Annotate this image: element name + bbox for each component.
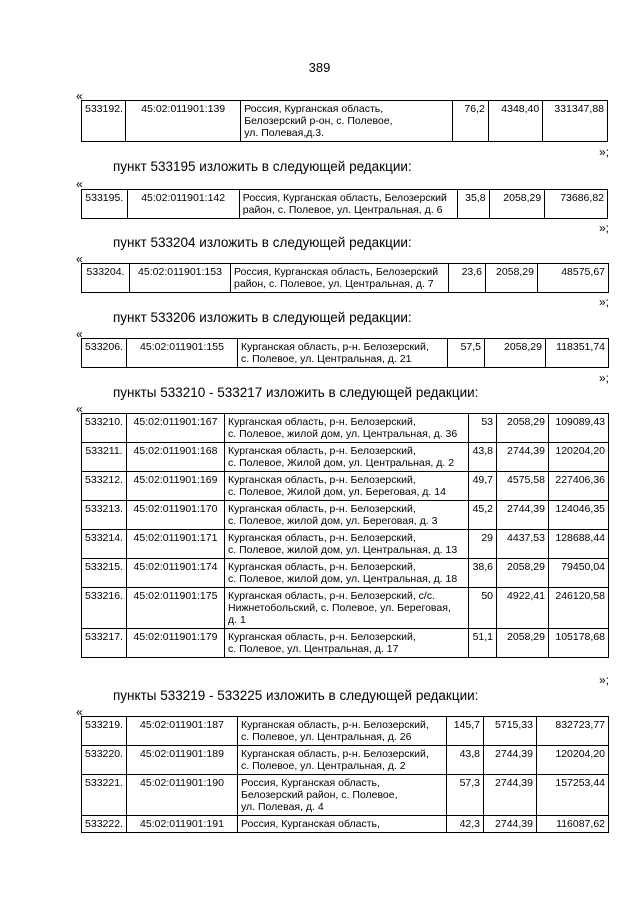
table-row [82,816,609,833]
cell-value: 116087,62 [537,816,609,833]
cell-cadastral: 45:02:011901:169 [127,472,225,501]
section-heading: пункт 533204 изложить в следующей редакции: [113,235,412,250]
cell-area: 23,6 [449,264,486,293]
cell-area: 76,2 [452,101,488,142]
cell-area: 29 [469,530,497,559]
open-quote: « [76,705,83,719]
cell-number: 533214. [82,530,127,559]
close-quote: »; [598,371,609,385]
cell-address: Курганская область, р-н. Белозерский, с. Полевое, ул. Центральная, д. 26 [238,717,447,746]
cell-price: 5715,33 [484,717,537,746]
cell-cadastral: 45:02:011901:168 [127,443,225,472]
cell-cadastral: 45:02:011901:155 [127,339,238,368]
open-quote: « [76,89,83,103]
close-quote: »; [598,221,609,235]
cell-area: 145,7 [447,717,484,746]
cell-cadastral: 45:02:011901:179 [127,629,225,658]
cell-cadastral: 45:02:011901:167 [127,414,225,443]
cell-value: 48575,67 [538,264,609,293]
cell-number: 533206. [82,339,127,368]
section-heading: пункты 533219 - 533225 изложить в следующей редакции: [113,688,479,703]
cell-price: 4575,58 [497,472,549,501]
cell-area: 35,8 [458,190,489,219]
table-section-5 [81,716,609,833]
cell-area: 43,8 [469,443,497,472]
table-row [82,443,609,472]
cell-cadastral: 45:02:011901:191 [127,816,238,833]
cell-value: 79450,04 [549,559,609,588]
table-section-3 [81,338,609,368]
cell-value: 246120,58 [549,588,609,629]
cell-price: 2058,29 [489,190,545,219]
cell-price: 2744,39 [484,816,537,833]
cell-address: Россия, Курганская область, Белозерский р-он, с. Полевое, ул. Полевая,д.3. [241,101,453,142]
close-quote: »; [598,295,609,309]
cell-cadastral: 45:02:011901:187 [127,717,238,746]
cell-area: 57,3 [447,775,484,816]
cell-address: Россия, Курганская область, Белозерский район, с. Полевое, ул. Центральная, д. 7 [231,264,449,293]
cell-address: Курганская область, р-н. Белозерский, с. Полевое, ул. Центральная, д. 21 [238,339,448,368]
table-section-2 [81,263,609,293]
table-row [82,339,609,368]
cell-value: 128688,44 [549,530,609,559]
cell-price: 2744,39 [497,501,549,530]
open-quote: « [76,252,83,266]
close-quote: »; [598,673,609,687]
table-row [82,101,608,142]
cell-cadastral: 45:02:011901:170 [127,501,225,530]
page-number: 389 [308,60,331,75]
cell-area: 45,2 [469,501,497,530]
cell-cadastral: 45:02:011901:190 [127,775,238,816]
table-row [82,414,609,443]
table-row [82,530,609,559]
table-row [82,190,608,219]
table-row [82,501,609,530]
open-quote: « [76,177,83,191]
cell-price: 2058,29 [485,339,546,368]
cell-price: 2058,29 [497,559,549,588]
cell-area: 38,6 [469,559,497,588]
cell-value: 157253,44 [537,775,609,816]
cell-cadastral: 45:02:011901:139 [126,101,241,142]
cell-number: 533213. [82,501,127,530]
cell-number: 533216. [82,588,127,629]
cell-value: 105178,68 [549,629,609,658]
cell-number: 533195. [82,190,128,219]
cell-area: 51,1 [469,629,497,658]
cell-area: 57,5 [448,339,485,368]
cell-value: 73686,82 [545,190,608,219]
cell-number: 533204. [82,264,130,293]
cell-number: 533215. [82,559,127,588]
cell-cadastral: 45:02:011901:189 [127,746,238,775]
cell-address: Курганская область, р-н. Белозерский, с/с. Нижнетобольский, с. Полевое, ул. Береговая, д. 1 [225,588,469,629]
cell-cadastral: 45:02:011901:142 [127,190,239,219]
cell-number: 533217. [82,629,127,658]
cell-area: 50 [469,588,497,629]
cell-cadastral: 45:02:011901:171 [127,530,225,559]
cell-price: 2744,39 [484,746,537,775]
cell-value: 227406,36 [549,472,609,501]
cell-number: 533221. [82,775,127,816]
cell-value: 120204,20 [549,443,609,472]
cell-address: Курганская область, р-н. Белозерский, с. Полевое, жилой дом, ул. Центральная, д. 36 [225,414,469,443]
cell-value: 120204,20 [537,746,609,775]
cell-number: 533222. [82,816,127,833]
cell-area: 49,7 [469,472,497,501]
cell-value: 124046,35 [549,501,609,530]
cell-price: 2058,29 [497,414,549,443]
cell-area: 43,8 [447,746,484,775]
table-row [82,775,609,816]
cell-price: 2058,29 [486,264,538,293]
table-row [82,264,609,293]
table-row [82,629,609,658]
cell-cadastral: 45:02:011901:153 [130,264,231,293]
cell-area: 53 [469,414,497,443]
cell-price: 2058,29 [497,629,549,658]
cell-number: 533192. [82,101,126,142]
cell-price: 4922,41 [497,588,549,629]
open-quote: « [76,327,83,341]
cell-cadastral: 45:02:011901:174 [127,559,225,588]
section-heading: пункты 533210 - 533217 изложить в следующей редакции: [113,385,479,400]
cell-address: Россия, Курганская область, Белозерский район, с. Полевое, ул. Полевая, д. 4 [238,775,447,816]
section-heading: пункт 533195 изложить в следующей редакции: [113,159,412,174]
cell-number: 533219. [82,717,127,746]
cell-address: Курганская область, р-н. Белозерский, с. Полевое, жилой дом, ул. Центральная, д. 18 [225,559,469,588]
table-row [82,588,609,629]
cell-address: Курганская область, р-н. Белозерский, с. Полевое, Жилой дом, ул. Береговая, д. 14 [225,472,469,501]
table-row [82,746,609,775]
cell-address: Курганская область, р-н. Белозерский, с. Полевое, ул. Центральная, д. 2 [238,746,447,775]
cell-price: 4437,53 [497,530,549,559]
cell-value: 331347,88 [543,101,608,142]
cell-price: 4348,40 [488,101,542,142]
cell-value: 832723,77 [537,717,609,746]
cell-number: 533220. [82,746,127,775]
section-heading: пункт 533206 изложить в следующей редакции: [113,310,412,325]
cell-area: 42,3 [447,816,484,833]
close-quote: »; [598,145,609,159]
table-section-0 [81,100,608,142]
cell-address: Курганская область, р-н. Белозерский, с. Полевое, ул. Центральная, д. 17 [225,629,469,658]
cell-price: 2744,39 [484,775,537,816]
cell-cadastral: 45:02:011901:175 [127,588,225,629]
cell-address: Курганская область, р-н. Белозерский, с. Полевое, жилой дом, ул. Центральная, д. 13 [225,530,469,559]
cell-price: 2744,39 [497,443,549,472]
table-row [82,717,609,746]
cell-address: Россия, Курганская область, Белозерский район, с. Полевое, ул. Центральная, д. 6 [239,190,457,219]
cell-number: 533212. [82,472,127,501]
cell-value: 118351,74 [546,339,609,368]
cell-address: Курганская область, р-н. Белозерский, с. Полевое, жилой дом, ул. Береговая, д. 3 [225,501,469,530]
table-row [82,472,609,501]
cell-address: Курганская область, р-н. Белозерский, с. Полевое, Жилой дом, ул. Центральная, д. 2 [225,443,469,472]
table-section-4 [81,413,609,658]
open-quote: « [76,402,83,416]
table-section-1 [81,189,608,219]
cell-number: 533210. [82,414,127,443]
table-row [82,559,609,588]
cell-address: Россия, Курганская область, [238,816,447,833]
cell-number: 533211. [82,443,127,472]
cell-value: 109089,43 [549,414,609,443]
